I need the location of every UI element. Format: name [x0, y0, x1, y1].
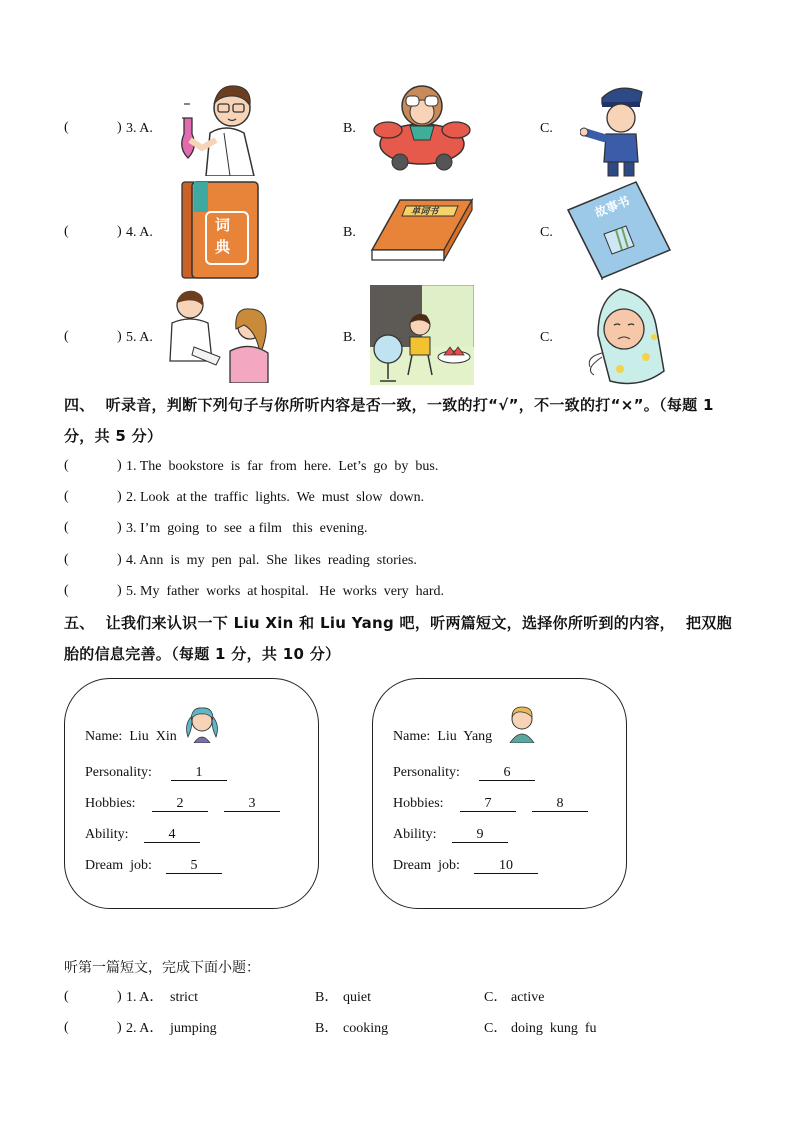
- hobby-blank-1[interactable]: 7: [460, 796, 516, 812]
- word-book[interactable]: [370, 198, 474, 264]
- option-b-label: B．: [315, 990, 339, 1005]
- answer-paren-close[interactable]: ): [117, 552, 122, 567]
- pilot-airplane-illustration[interactable]: [370, 80, 474, 176]
- doctor-patient-illustration[interactable]: [164, 287, 272, 383]
- statement-text: 2. Look at the traffic lights. We must slow down.: [126, 490, 425, 505]
- option-b-label: B．: [315, 1021, 339, 1036]
- option-b-label: B.: [343, 225, 356, 240]
- girl-avatar: [182, 703, 222, 743]
- personality-blank[interactable]: 1: [171, 765, 227, 781]
- personality-label: Personality:: [85, 765, 152, 780]
- option-c-label: C.: [540, 121, 553, 136]
- section-4-heading-line2: 分，共 5 分）: [64, 427, 163, 445]
- answer-paren-close[interactable]: ): [117, 329, 122, 344]
- question-row-5: [0, 285, 794, 387]
- answer-paren-open[interactable]: (: [64, 583, 69, 598]
- option-b-text[interactable]: quiet: [343, 990, 371, 1005]
- section-4-item-3: [0, 520, 794, 540]
- passage-1-question-2: [0, 1020, 794, 1040]
- ability-label: Ability:: [393, 827, 437, 842]
- answer-paren-close[interactable]: ): [117, 989, 122, 1004]
- option-c-label: C．: [484, 990, 508, 1005]
- statement-text: 3. I’m going to see a film this evening.: [126, 521, 368, 536]
- answer-paren-close[interactable]: ): [117, 583, 122, 598]
- answer-paren-close[interactable]: ): [117, 120, 122, 135]
- statement-text: 4. Ann is my pen pal. She likes reading stories.: [126, 553, 417, 568]
- statement-text: 1. The bookstore is far from here. Let’s go by bus.: [126, 459, 439, 474]
- dream-job-blank[interactable]: 5: [166, 858, 222, 874]
- hobby-blank-1[interactable]: 2: [152, 796, 208, 812]
- dream-job-label: Dream job:: [393, 858, 460, 873]
- name-label: Name: Liu Xin: [85, 729, 177, 744]
- question-label: 3. A.: [126, 121, 153, 136]
- option-c-text[interactable]: doing kung fu: [511, 1021, 597, 1036]
- question-label: 1. A．: [126, 990, 164, 1005]
- option-c-text[interactable]: active: [511, 990, 545, 1005]
- answer-paren-open[interactable]: (: [64, 552, 69, 567]
- boy-avatar: [504, 703, 540, 743]
- hobby-blank-2[interactable]: 8: [532, 796, 588, 812]
- scientist-illustration[interactable]: [176, 78, 274, 176]
- word-book-title: 单词书: [409, 207, 441, 217]
- hobbies-label: Hobbies:: [393, 796, 444, 811]
- answer-paren-open[interactable]: (: [64, 1020, 69, 1035]
- question-label: 5. A.: [126, 330, 153, 345]
- answer-paren-open[interactable]: (: [64, 989, 69, 1004]
- option-c-label: C.: [540, 330, 553, 345]
- passage-1-instruction: 听第一篇短文，完成下面小题：: [64, 960, 260, 976]
- statement-text: 5. My father works at hospital. He works very hard.: [126, 584, 445, 599]
- storybook-title: 故事书: [592, 193, 632, 221]
- answer-paren-close[interactable]: ): [117, 458, 122, 473]
- ability-blank[interactable]: 9: [452, 827, 508, 843]
- hobbies-label: Hobbies:: [85, 796, 136, 811]
- name-label: Name: Liu Yang: [393, 729, 493, 744]
- hobby-blank-2[interactable]: 3: [224, 796, 280, 812]
- answer-paren-close[interactable]: ): [117, 1020, 122, 1035]
- option-a-text[interactable]: strict: [170, 990, 198, 1005]
- option-b-label: B.: [343, 121, 356, 136]
- section-4-heading-line1: 四、 听录音，判断下列句子与你所听内容是否一致，一致的打“√”，不一致的打“×”。（每题 1: [64, 396, 714, 414]
- question-row-4: [0, 180, 794, 284]
- dream-job-label: Dream job:: [85, 858, 152, 873]
- ability-blank[interactable]: 4: [144, 827, 200, 843]
- section-5-heading-line2: 胎的信息完善。（每题 1 分，共 10 分）: [64, 645, 341, 663]
- option-a-text[interactable]: jumping: [170, 1021, 217, 1036]
- passage-1-question-1: [0, 989, 794, 1009]
- dictionary-book[interactable]: [180, 180, 262, 282]
- answer-paren-open[interactable]: (: [64, 520, 69, 535]
- personality-label: Personality:: [393, 765, 460, 780]
- answer-paren-close[interactable]: ): [117, 224, 122, 239]
- personality-blank[interactable]: 6: [479, 765, 535, 781]
- question-row-3: [0, 78, 794, 178]
- answer-paren-close[interactable]: ): [117, 489, 122, 504]
- section-4-item-4: [0, 552, 794, 572]
- option-c-label: C.: [540, 225, 553, 240]
- answer-paren-open[interactable]: (: [64, 329, 69, 344]
- ability-label: Ability:: [85, 827, 129, 842]
- answer-paren-close[interactable]: ): [117, 520, 122, 535]
- sick-baby-illustration[interactable]: [580, 285, 672, 387]
- answer-paren-open[interactable]: (: [64, 120, 69, 135]
- section-4-item-5: [0, 583, 794, 603]
- section-5-heading-line1: 五、 让我们来认识一下 Liu Xin 和 Liu Yang 吧，听两篇短文，选择你所听到的内容， 把双胞: [64, 614, 732, 632]
- boy-fan-watermelon-illustration[interactable]: [370, 285, 474, 385]
- dictionary-char-2: 典: [215, 238, 231, 256]
- answer-paren-open[interactable]: (: [64, 489, 69, 504]
- police-officer-illustration[interactable]: [580, 78, 656, 178]
- option-c-label: C．: [484, 1021, 508, 1036]
- question-label: 2. A．: [126, 1021, 164, 1036]
- section-4-item-1: [0, 458, 794, 478]
- answer-paren-open[interactable]: (: [64, 458, 69, 473]
- section-4-item-2: [0, 489, 794, 509]
- option-b-label: B.: [343, 330, 356, 345]
- option-b-text[interactable]: cooking: [343, 1021, 389, 1036]
- storybook[interactable]: [564, 180, 674, 280]
- info-card-liu-yang: [372, 678, 627, 909]
- answer-paren-open[interactable]: (: [64, 224, 69, 239]
- question-label: 4. A.: [126, 225, 153, 240]
- info-card-liu-xin: [64, 678, 319, 909]
- dictionary-char-1: 词: [215, 216, 231, 234]
- dream-job-blank[interactable]: 10: [474, 858, 538, 874]
